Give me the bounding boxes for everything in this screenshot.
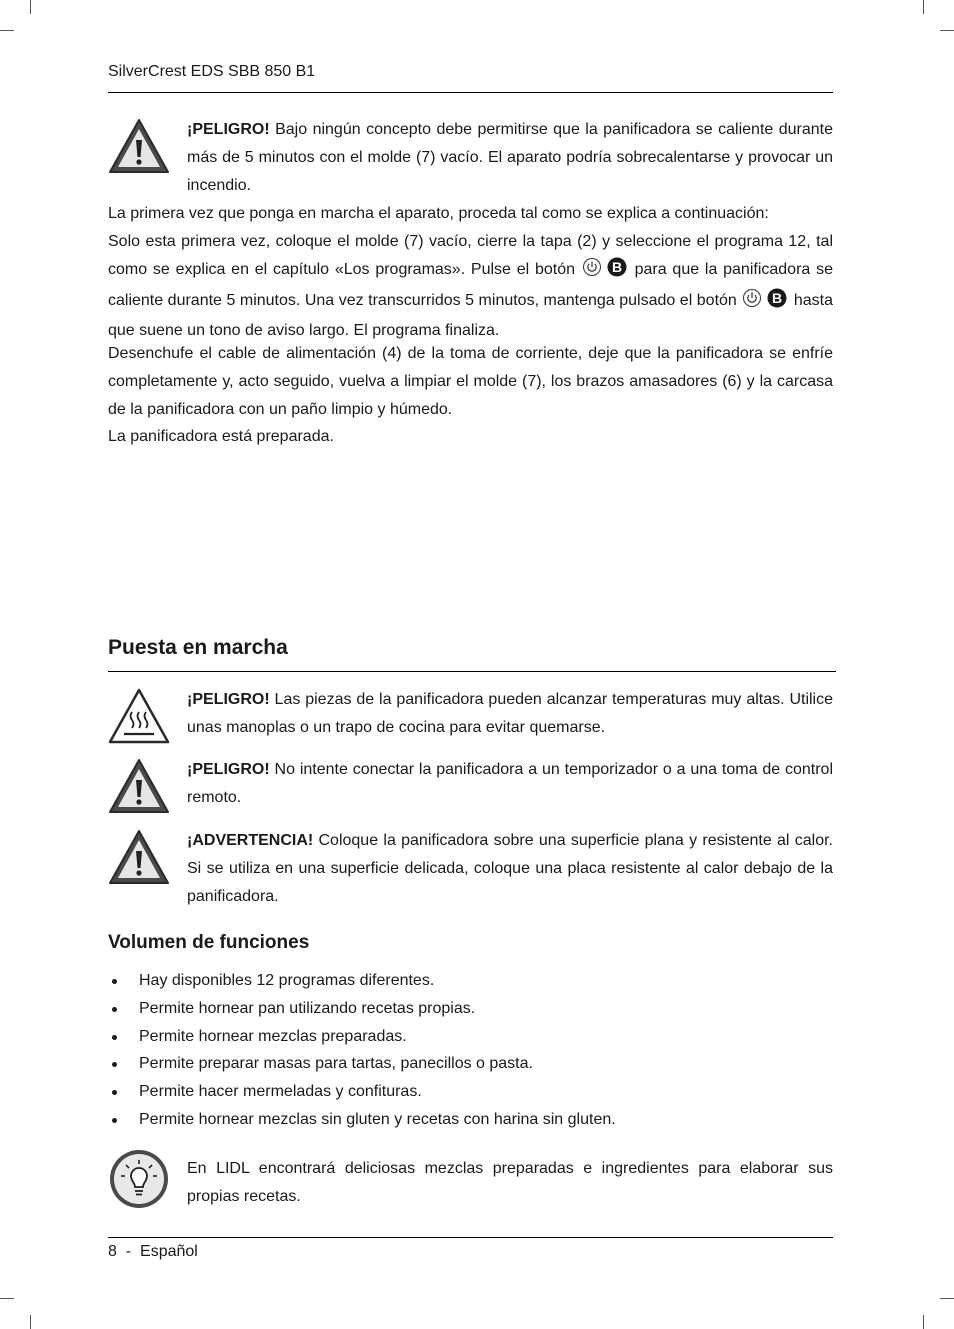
bullet-icon — [112, 979, 117, 984]
list-item: Permite hornear mezclas preparadas. — [108, 1023, 833, 1051]
crop-mark — [923, 1315, 924, 1329]
paragraph-first-heating — [108, 228, 833, 345]
warning-icon — [108, 118, 170, 174]
hot-surface-icon — [108, 688, 170, 744]
crop-mark — [940, 30, 954, 31]
crop-mark — [940, 1298, 954, 1299]
power-icon — [743, 288, 787, 308]
bullet-icon — [112, 1035, 117, 1040]
paragraph-text: hasta que suene un tono de aviso largo. El programa finaliza. — [108, 291, 834, 340]
button-letter: B — [611, 258, 622, 275]
page-footer — [108, 1243, 198, 1261]
crop-mark — [0, 30, 14, 31]
danger-label: ¡PELIGRO! — [187, 691, 270, 708]
crop-mark — [0, 1298, 14, 1299]
footer-rule — [108, 1237, 833, 1238]
paragraph-text: Solo esta primera vez, coloque el molde (7) vacío, cierre la tapa (2) y seleccione el programa 12, tal como se explica en el capítulo «Los programas». Pulse el botón — [108, 233, 833, 278]
section-title: Puesta en marcha — [108, 636, 288, 659]
danger-label: ¡PELIGRO! — [187, 121, 270, 138]
bullet-icon — [112, 1007, 117, 1012]
crop-mark — [923, 0, 924, 14]
crop-mark — [30, 1315, 31, 1329]
paragraph-cleaning: Desenchufe el cable de alimentación (4) de la toma de corriente, deje que la panificadora se enfríe completamente y, acto seguido, vuelva a limpiar el molde (7), los brazos amasadores (6) y la carcasa de la panificadora con un paño limpio y húmedo. — [108, 345, 833, 418]
danger-text: Las piezas de la panificadora pueden alcanzar temperaturas muy altas. Utilice unas manoplas o un trapo de cocina para evitar quemarse. — [187, 691, 833, 736]
danger-notice-timer — [108, 756, 833, 816]
start-stop-button-ref — [743, 288, 787, 318]
bullet-icon — [112, 1090, 117, 1095]
subsection-title: Volumen de funciones — [108, 932, 310, 953]
warning-label: ¡ADVERTENCIA! — [187, 832, 314, 849]
paragraph-text: para que la panificadora se caliente durante 5 minutos. Una vez transcurridos 5 minutos, mantenga pulsado el botón — [108, 260, 833, 309]
lightbulb-icon — [108, 1149, 170, 1209]
list-item: Permite preparar masas para tartas, panecillos o pasta. — [108, 1050, 833, 1078]
list-item: Hay disponibles 12 programas diferentes. — [108, 967, 833, 995]
footer-language: Español — [140, 1243, 198, 1260]
start-stop-button-ref — [583, 257, 627, 287]
danger-notice-hot — [108, 686, 833, 746]
paragraph-first-use: La primera vez que ponga en marcha el aparato, proceda tal como se explica a continuación: — [108, 205, 769, 222]
warning-icon — [108, 758, 170, 814]
header-rule — [108, 92, 833, 93]
page-number: 8 — [108, 1243, 117, 1260]
danger-label: ¡PELIGRO! — [187, 761, 270, 778]
paragraph-ready: La panificadora está preparada. — [108, 428, 334, 445]
running-header: SilverCrest EDS SBB 850 B1 — [108, 63, 316, 80]
danger-text: Bajo ningún concepto debe permitirse que la panificadora se caliente durante más de 5 minutos con el molde (7) vacío. El aparato podría sobrecalentarse y provocar un incendio. — [187, 121, 833, 194]
bullet-icon — [112, 1118, 117, 1123]
crop-mark — [30, 0, 31, 14]
danger-notice-overheat — [108, 116, 833, 200]
power-icon — [583, 257, 627, 277]
list-item: Permite hacer mermeladas y confituras. — [108, 1078, 833, 1106]
button-letter: B — [772, 289, 783, 306]
danger-text: No intente conectar la panificadora a un temporizador o a una toma de control remoto. — [187, 761, 833, 806]
list-item: Permite hornear mezclas sin gluten y recetas con harina sin gluten. — [108, 1106, 833, 1134]
tip-text: En LIDL encontrará deliciosas mezclas preparadas e ingredientes para elaborar sus propias recetas. — [187, 1160, 833, 1205]
footer-separator: - — [125, 1243, 132, 1260]
bullet-icon — [112, 1062, 117, 1067]
section-rule — [108, 671, 836, 672]
warning-text: Coloque la panificadora sobre una superficie plana y resistente al calor. Si se utiliza en una superficie delicada, coloque una placa resistente al calor debajo de la panificadora. — [187, 832, 833, 905]
warning-notice-surface — [108, 827, 833, 911]
feature-list — [108, 967, 833, 1134]
list-item: Permite hornear pan utilizando recetas propias. — [108, 995, 833, 1023]
tip-notice — [108, 1155, 833, 1215]
warning-icon — [108, 829, 170, 885]
